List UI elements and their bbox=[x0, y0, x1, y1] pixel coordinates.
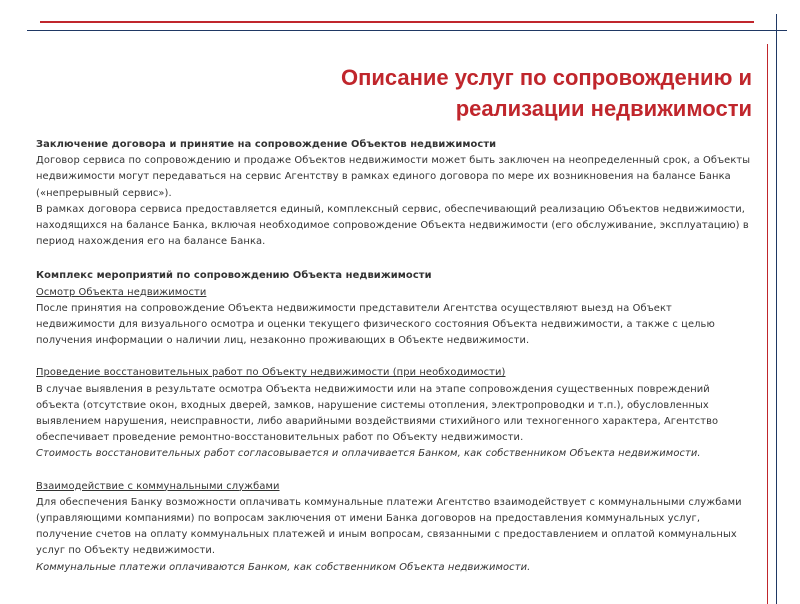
slide-title-line-2: реализации недвижимости bbox=[455, 96, 752, 121]
top-red-rule bbox=[40, 21, 754, 23]
section-maintenance-heading: Комплекс мероприятий по сопровождению Объекта недвижимости bbox=[36, 270, 432, 282]
subsection-repair-title: Проведение восстановительных работ по Объекту недвижимости (при необходимости) bbox=[36, 367, 506, 379]
subsection-inspection bbox=[36, 285, 751, 350]
subsection-utilities-note: Коммунальные платежи оплачиваются Банком, как собственником Объекта недвижимости. bbox=[36, 561, 531, 573]
subsection-utilities bbox=[36, 479, 751, 576]
subsection-repair-note: Стоимость восстановительных работ согласовывается и оплачивается Банком, как собственником Объекта недвижимости. bbox=[36, 448, 701, 460]
slide-title-line-1: Описание услуг по сопровождению и bbox=[340, 65, 752, 90]
slide-body bbox=[36, 137, 751, 576]
subsection-inspection-text: После принятия на сопровождение Объекта недвижимости представители Агентства осуществляют выезд на Объект недвижимости для визуального осмотра и оценки текущего физического состояния Объекта недвижимости, а также с целью получения информации о наличии лиц, незаконно проживающих в Объекте недвижимости. bbox=[36, 302, 715, 347]
subsection-inspection-title: Осмотр Объекта недвижимости bbox=[36, 286, 207, 298]
top-navy-rule bbox=[27, 30, 787, 31]
right-navy-rule bbox=[776, 14, 777, 604]
right-red-rule bbox=[767, 44, 768, 604]
subsection-utilities-title: Взаимодействие с коммунальными службами bbox=[36, 480, 280, 492]
slide-title bbox=[192, 62, 752, 124]
subsection-repair-text: В случае выявления в результате осмотра Объекта недвижимости или на этапе сопровождения существенных повреждений объекта (отсутствие окон, входных дверей, замков, нарушение системы отопления, электропроводки и т.п.), обусловленных выявлением нарушения, неисправности, либо аварийными воздействиями стихийного или техногенного характера, Агентство обеспечивает проведение ремонтно-восстановительных работ по Объекту недвижимости. bbox=[36, 383, 719, 444]
section-contract-heading: Заключение договора и принятие на сопровождение Объектов недвижимости bbox=[36, 139, 497, 150]
section-maintenance bbox=[36, 268, 751, 575]
section-contract bbox=[36, 137, 751, 250]
section-contract-paragraph-1: Договор сервиса по сопровождению и продаже Объектов недвижимости может быть заключен на неопределенный срок, а Объекты недвижимости могут передаваться на сервис Агентству в рамках единого договора по мере их возникновения на балансе Банка («непрерывный сервис»). bbox=[36, 155, 751, 199]
subsection-utilities-text: Для обеспечения Банку возможности оплачивать коммунальные платежи Агентство взаимодействует с коммунальными службами (управляющими компаниями) по вопросам заключения от имени Банка договоров на предоставления коммунальных услуг, получение счетов на оплату коммунальных платежей и иным вопросам, связанными с предоставлением и оплатой коммунальных услуг по Объекту недвижимости. bbox=[36, 496, 742, 557]
subsection-repair bbox=[36, 365, 751, 462]
section-contract-paragraph-2: В рамках договора сервиса предоставляется единый, комплексный сервис, обеспечивающий реализацию Объектов недвижимости, находящихся на балансе Банка, включая необходимое сопровождение Объекта недвижимости (его обслуживание, эксплуатацию) в период нахождения его на балансе Банка. bbox=[36, 203, 749, 248]
